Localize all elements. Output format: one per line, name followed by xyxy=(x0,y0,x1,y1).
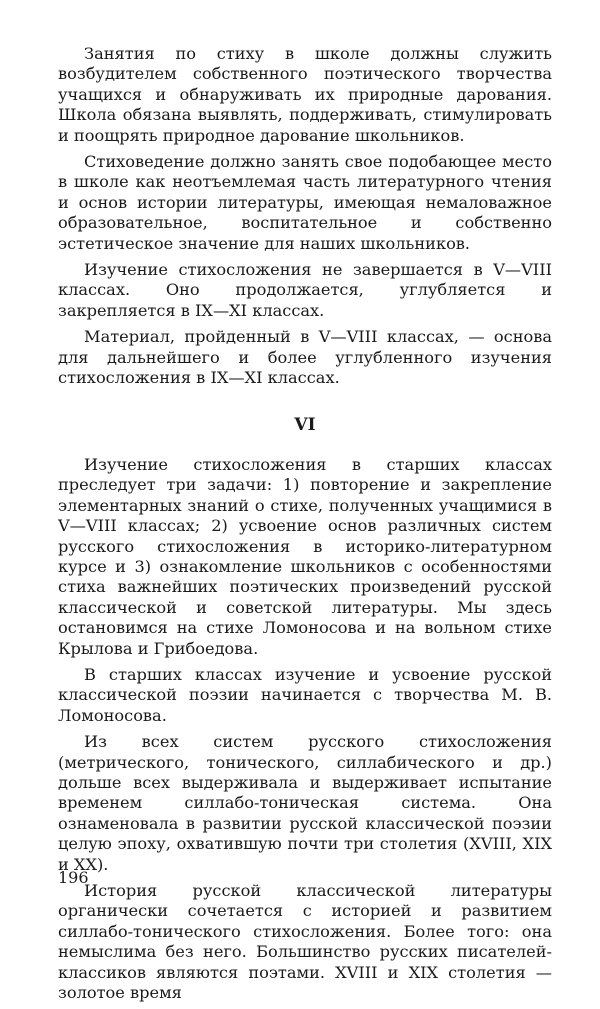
paragraph: В старших классах изучение и усвоение русской классической поэзии начинается с творчества М. В. Ломоносова. xyxy=(58,664,552,725)
paragraph: Изучение стихосложения в старших классах преследует три задачи: 1) повторение и закрепление элементарных знаний о стихе, полученных учащимися в V—VIII классах; 2) усвоение основ различных систем русского стихосложения в историко-литературном курсе и 3) ознакомление школьников с особенностями стиха важнейших поэтических произведений русской классической и советской литературы. Мы здесь остановимся на стихе Ломоносова и на вольном стихе Крылова и Грибоедова. xyxy=(58,454,552,658)
paragraph: Изучение стихосложения не завершается в V—VIII классах. Оно продолжается, углубляется и закрепляется в IX—XI классах. xyxy=(58,260,552,320)
section-heading: VI xyxy=(294,414,316,435)
paragraph: Из всех систем русского стихосложения (метрического, тонического, силлабического и др.) дольше всех выдерживала и выдерживает испытание временем силлабо-тоническая система. Она ознаменовала в развитии русской классической поэзии целую эпоху, охватившую почти три столетия (XVIII, XIX и XX). xyxy=(58,732,552,874)
paragraph: Материал, пройденный в V—VIII классах, — основа для дальнейшего и более углубленного изучения стихосложения в IX—XI классах. xyxy=(58,327,552,388)
paragraph: Стиховедение должно занять свое подобающее место в школе как неотъемлемая часть литературного чтения и основ истории литературы, имеющая немаловажное образовательное, воспитательное и собственно эстетическое значение для наших школьников. xyxy=(58,152,552,253)
page-body xyxy=(58,44,552,1009)
page-number: 196 xyxy=(58,868,89,887)
paragraph: Занятия по стиху в школе должны служить возбудителем собственного поэтического творчества учащихся и обнаруживать их природные дарования. Школа обязана выявлять, поддерживать, стимулировать и поощрять природное дарование школьников. xyxy=(58,44,552,145)
paragraph: История русской классической литературы органически сочетается с историей и развитием силлабо-тонического стихосложения. Более того: она немыслима без него. Большинство русских писателей-классиков являются поэтами. XVIII и XIX столетия — золотое время xyxy=(58,881,552,1003)
